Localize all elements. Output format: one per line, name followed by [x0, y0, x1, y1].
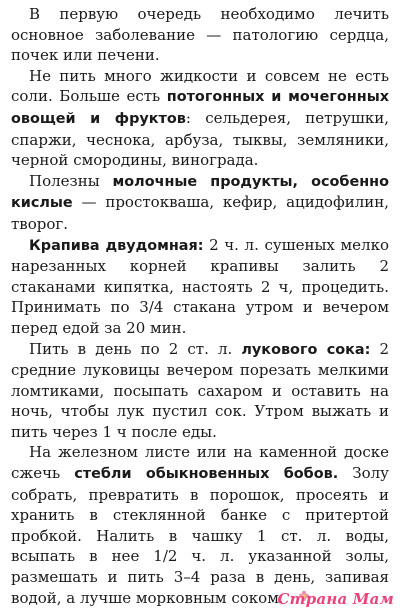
watermark-logo: Страна Мам	[277, 590, 394, 608]
paragraph-text: Золу собрать, превратить в порошок, просеять и хранить в стеклянной банке с притертой пробкой. Налить в чашку 1 ст. л. воды, всыпать в нее 1/2 ч. л. указанной золы, размешать и пить 3–4 раза в день, запивая водой, а лучше морковным соком.	[11, 464, 390, 607]
bold-term: молочные продукты, особенно кислые	[11, 173, 390, 212]
paragraph-4	[11, 235, 389, 339]
paragraph-text: 2 средние луковицы вечером порезать мелкими ломтиками, посыпать сахаром и оставить на ночь, чтобы лук пустил сок. Утром выжать и пить через 1 ч после еды.	[11, 339, 390, 441]
paragraph-5	[11, 339, 389, 443]
paragraph-text: Пить в день по 2 ст. л.	[29, 339, 242, 358]
paragraph-6	[11, 442, 389, 608]
paragraph-text: Полезны	[29, 171, 113, 190]
paragraph-text: В первую очередь необходимо лечить основное заболевание — патологию сердца, почек или печени.	[11, 5, 389, 65]
paragraph-3	[11, 171, 389, 235]
paragraph-text: На железном листе или на каменной доске сжечь	[11, 443, 389, 483]
paragraph-2	[11, 66, 389, 171]
bold-term: лукового сока:	[241, 341, 371, 358]
bold-term: потогонных и мочегонных овощей и фруктов	[11, 89, 389, 127]
paragraph-text: — простокваша, кефир, ацидофилин, творог.	[11, 193, 389, 233]
paragraph-text: 2 ч. л. сушеных мелко нарезанных корней крапивы залить 2 стаканами кипятка, настоять 2 ч, процедить. Принимать по 3/4 стакана утром и вечером перед едой за 20 мин.	[11, 235, 389, 337]
paragraph-text: Не пить много жидкости и совсем не есть соли. Больше есть	[11, 66, 389, 106]
bold-term: стебли обыкновенных бобов.	[74, 466, 339, 483]
bold-term: Крапива двудомная:	[29, 237, 204, 254]
paragraph-1	[11, 4, 389, 66]
paragraph-text: : сельдерея, петрушки, спаржи, чеснока, арбуза, тыквы, земляники, черной смородины, винограда.	[11, 108, 389, 170]
document-text	[11, 4, 389, 608]
